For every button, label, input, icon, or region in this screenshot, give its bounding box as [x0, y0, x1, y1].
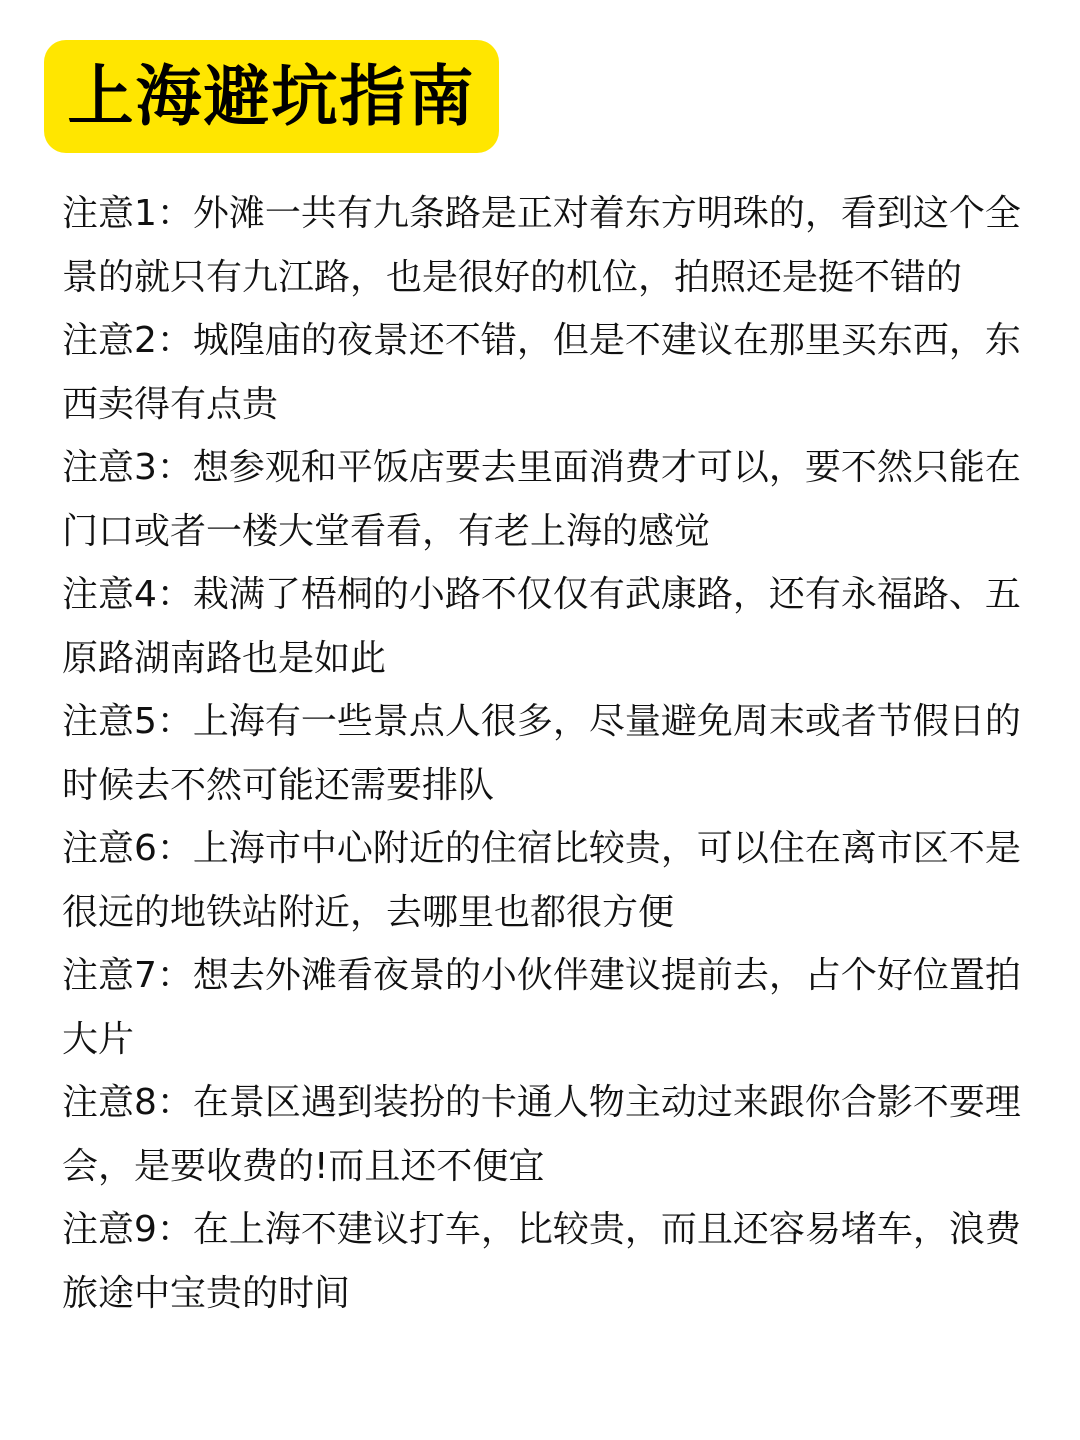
note-item-5: 注意5：上海有一些景点人很多，尽量避免周末或者节假日的时候去不然可能还需要排队 [62, 701, 1021, 806]
page-title: 上海避坑指南 [67, 57, 476, 135]
note-item-3: 注意3：想参观和平饭店要去里面消费才可以，要不然只能在门口或者一楼大堂看看，有老上海的感觉 [62, 447, 1021, 552]
note-item-9: 注意9：在上海不建议打车，比较贵，而且还容易堵车，浪费旅途中宝贵的时间 [62, 1209, 1021, 1314]
note-item-6: 注意6：上海市中心附近的住宿比较贵，可以住在离市区不是很远的地铁站附近，去哪里也都很方便 [62, 828, 1021, 933]
note-item-7: 注意7：想去外滩看夜景的小伙伴建议提前去，占个好位置拍大片 [62, 955, 1021, 1060]
notes-list [62, 182, 1022, 1325]
note-item-1: 注意1：外滩一共有九条路是正对着东方明珠的，看到这个全景的就只有九江路，也是很好的机位，拍照还是挺不错的 [62, 193, 1021, 298]
title-badge [44, 40, 499, 153]
note-item-8: 注意8：在景区遇到装扮的卡通人物主动过来跟你合影不要理会，是要收费的!而且还不便宜 [62, 1082, 1021, 1187]
note-item-2: 注意2：城隍庙的夜景还不错，但是不建议在那里买东西，东西卖得有点贵 [62, 320, 1021, 425]
note-item-4: 注意4：栽满了梧桐的小路不仅仅有武康路，还有永福路、五原路湖南路也是如此 [62, 574, 1021, 679]
